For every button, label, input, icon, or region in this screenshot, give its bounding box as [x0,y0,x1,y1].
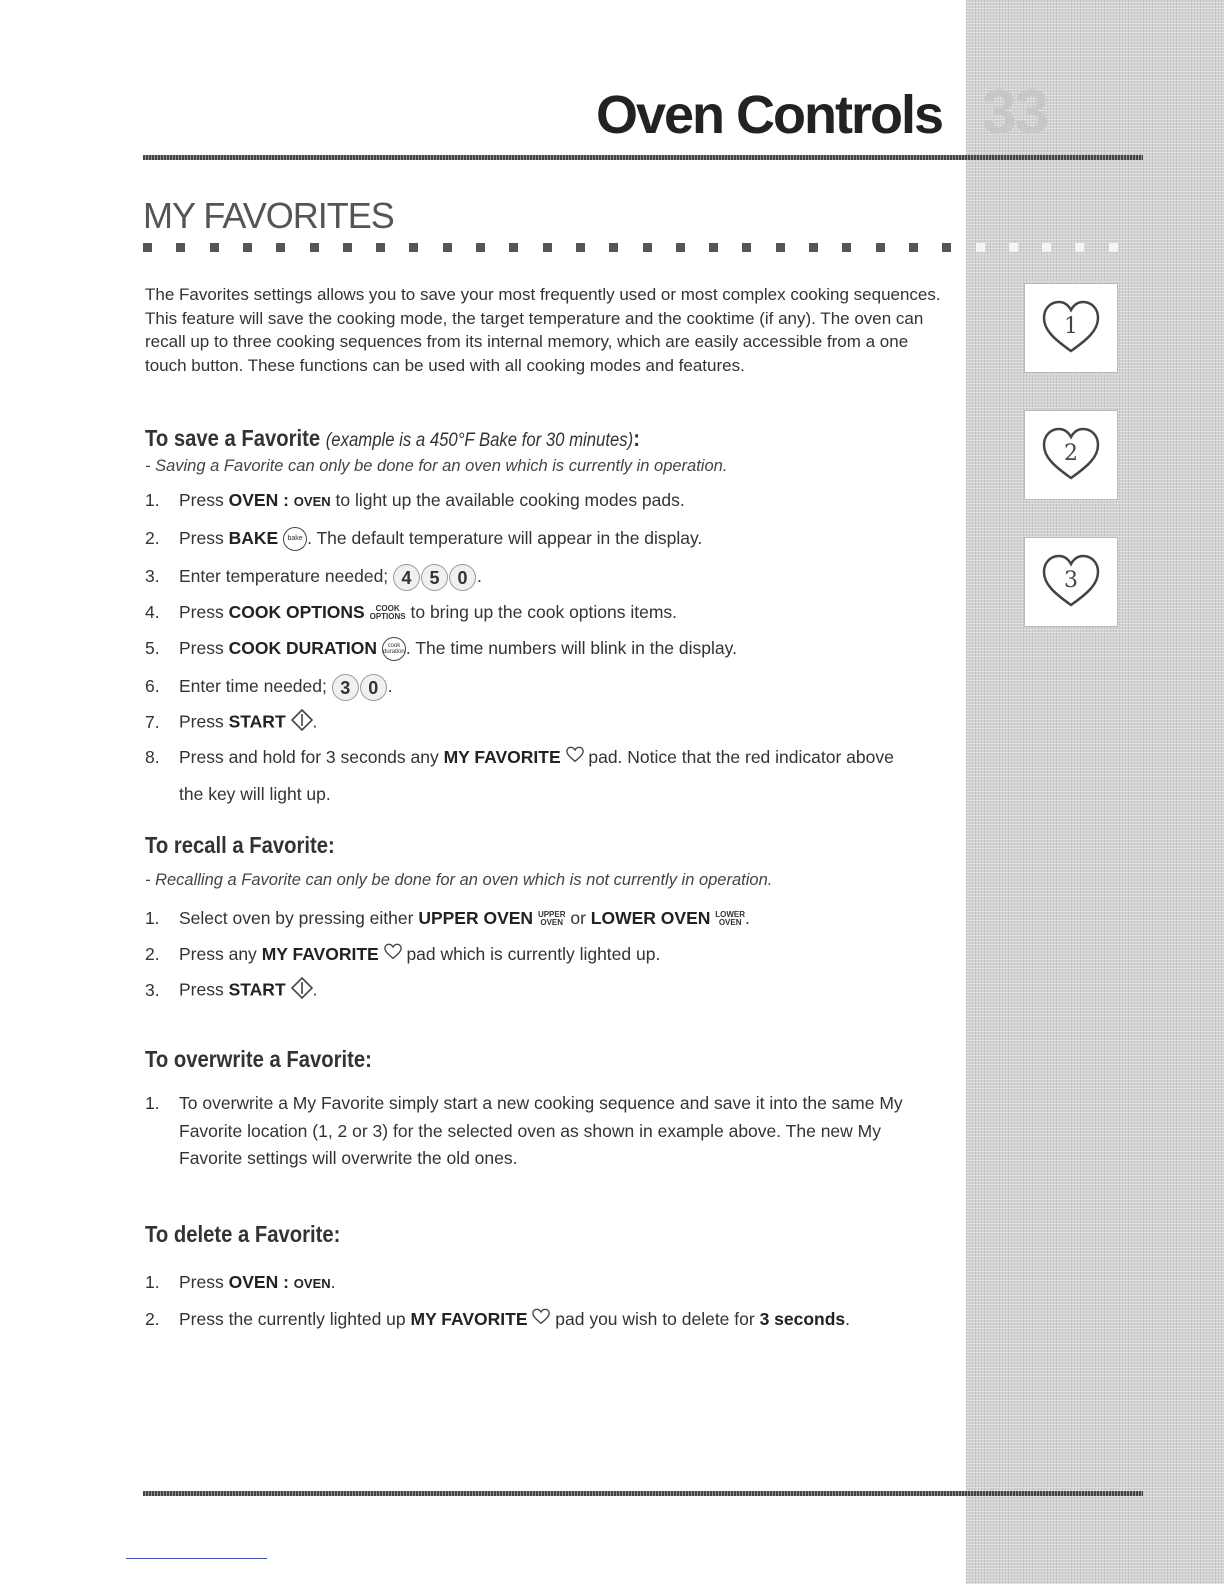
overwrite-step-1 [145,1090,945,1173]
divider-dot [376,243,385,252]
heart-icon [1040,424,1102,486]
divider-dot [1075,243,1084,252]
step-text: . [477,566,482,587]
recall-step-2 [145,942,945,967]
step-key-label: LOWER OVEN [590,908,711,928]
step-text: Press any [179,944,262,964]
favorite-pad-3 [1024,537,1118,627]
divider-dot [776,243,785,252]
divider-dot [310,243,319,252]
divider-dot [643,243,652,252]
step-text: pad. Notice that the red indicator above [583,747,894,767]
step-number: 7. [145,711,160,732]
overwrite-heading: To overwrite a Favorite: [145,1046,372,1072]
save-heading [145,425,640,452]
step-number: 1. [145,1093,160,1113]
save-heading-text: To save a Favorite [145,425,321,451]
step-number: 1. [145,1272,160,1292]
divider-dot [942,243,951,252]
save-note: - Saving a Favorite can only be done for an oven which is currently in operation. [145,457,728,475]
divider-dot [1042,243,1051,252]
divider-dot [742,243,751,252]
save-step-2 [145,526,945,551]
digit-4-pad-icon: 4 [393,564,420,591]
step-key-label: OVEN : [228,1272,289,1292]
step-number: 3. [145,566,160,587]
step-number: 3. [145,979,160,1000]
step-text: Press [179,602,229,622]
header-rule [143,155,1143,160]
step-text: Press and hold for 3 seconds any [179,747,444,767]
step-key-label: START [228,711,286,732]
key-text: UPPER [537,910,566,920]
recall-heading: To recall a Favorite: [145,832,335,858]
save-step-3 [145,564,945,591]
divider-dot [509,243,518,252]
lower-oven-key-icon [715,911,745,927]
step-text: Press the currently lighted up [179,1309,411,1329]
digit-0-pad-icon: 0 [449,564,476,591]
step-text: To overwrite a My Favorite simply start a new cooking sequence and save it into the same My Favorite location (1, 2 or 3) for the selected oven as shown in example above. The new My Favorite settings will overwrite the old ones. [179,1093,903,1168]
key-text: OVEN [718,918,742,928]
step-text: . [312,711,318,732]
step-text: pad you wish to delete for [550,1309,760,1329]
heart-icon [566,746,584,770]
cook-duration-pad-icon [382,637,406,661]
key-text: OPTIONS [369,612,406,622]
save-step-7 [145,709,945,737]
step-key-label: MY FAVORITE [261,944,379,964]
divider-dot [143,243,152,252]
key-text: COOK [375,604,400,614]
favorite-pad-number: 1 [1064,314,1078,339]
cook-options-key-icon [370,605,406,621]
divider-dot [609,243,618,252]
step-key-label: MY FAVORITE [410,1309,528,1329]
step-text: Press [179,490,229,510]
step-emphasis: 3 seconds [759,1309,846,1329]
step-number: 5. [145,638,160,658]
divider-dot [210,243,219,252]
recall-step-3 [145,977,945,1005]
step-key-label: MY FAVORITE [443,747,561,767]
step-key-label: START [228,979,286,1000]
save-step-6 [145,674,945,701]
save-step-4 [145,600,945,624]
step-text: the key will light up. [179,784,331,805]
step-number: 4. [145,602,160,622]
recall-note: - Recalling a Favorite can only be done for an oven which is not currently in operation. [145,871,773,889]
start-icon [291,977,313,1005]
step-text: Press [179,979,229,1000]
step-text: or [565,908,591,928]
divider-dot [343,243,352,252]
divider-dot [243,243,252,252]
step-text: . The time numbers will blink in the display. [405,638,737,658]
step-text: Press [179,1272,229,1292]
divider-dot [709,243,718,252]
page-number: 33 [982,78,1047,147]
heart-icon [1040,297,1102,359]
page-title: Oven Controls [595,85,942,145]
divider-dot [842,243,851,252]
digit-5-pad-icon: 5 [421,564,448,591]
section-title: MY FAVORITES [143,195,394,236]
divider-dot [443,243,452,252]
step-number: 8. [145,747,160,767]
favorite-pad-1 [1024,283,1118,373]
delete-step-2 [145,1307,945,1332]
key-text: cook [387,643,401,650]
heart-icon [532,1308,550,1332]
step-text: Enter time needed; [179,676,332,697]
step-text: . [312,979,318,1000]
divider-dot [676,243,685,252]
favorite-pad-number: 2 [1064,441,1078,466]
key-text: OVEN [540,918,564,928]
step-text: Select oven by pressing either [179,908,419,928]
save-heading-colon: : [633,425,640,451]
step-text: . [845,1309,851,1329]
step-text: . [330,1272,336,1292]
step-text: Press [179,638,229,658]
step-text: to bring up the cook options items. [405,602,678,622]
divider-dot [409,243,418,252]
divider-dot [876,243,885,252]
step-text: pad which is currently lighted up. [401,944,661,964]
step-number: 2. [145,528,160,548]
dot-divider [143,243,1143,253]
step-text: . [387,676,393,697]
divider-dot [909,243,918,252]
start-icon [291,709,313,737]
step-text: Enter temperature needed; [179,566,394,587]
save-step-8 [145,745,945,806]
step-text: . [745,908,750,928]
intro-paragraph: The Favorites settings allows you to save your most frequently used or most complex cooking sequences. This feature will save the cooking mode, the target temperature and the cooktime (if any). The oven can recall up to three cooking sequences from its internal memory, which are easily accessible from a one touch button. These functions can be used with all cooking modes and features. [145,285,941,375]
divider-dot [576,243,585,252]
step-number: 1. [145,908,160,928]
favorite-pad-number: 3 [1064,568,1078,593]
divider-dot [809,243,818,252]
delete-step-1 [145,1270,945,1296]
step-text: Press [179,711,229,732]
delete-heading: To delete a Favorite: [145,1221,341,1247]
step-number: 2. [145,1309,160,1329]
digit-3-pad-icon: 3 [332,674,359,701]
heart-icon [384,943,402,967]
oven-key-icon: OVEN [293,494,331,509]
sidebar-band [966,0,1224,1584]
divider-dot [176,243,185,252]
upper-oven-key-icon [538,911,566,927]
divider-dot [476,243,485,252]
step-text: to light up the available cooking modes pads. [330,490,685,510]
step-key-label: COOK DURATION [228,638,378,658]
divider-dot [276,243,285,252]
oven-key-icon: OVEN [293,1276,331,1291]
step-key-label: UPPER OVEN [418,908,534,928]
favorite-pad-2 [1024,410,1118,500]
heart-icon [1040,551,1102,613]
footer-underline [126,1558,267,1559]
digit-0-pad-icon: 0 [360,674,387,701]
recall-step-1 [145,906,945,930]
step-key-label: COOK OPTIONS [228,602,365,622]
footer-rule [143,1491,1143,1496]
step-text: . The default temperature will appear in the display. [307,528,703,548]
key-text: duration [383,649,405,656]
bake-pad-icon: bake [283,527,307,551]
save-step-5 [145,636,945,661]
step-number: 2. [145,944,160,964]
step-key-label: BAKE [228,528,279,548]
key-text: LOWER [715,910,746,920]
step-number: 6. [145,676,160,697]
save-step-1 [145,488,945,514]
divider-dot [1009,243,1018,252]
divider-dot [543,243,552,252]
step-key-label: OVEN : [228,490,289,510]
save-heading-example: (example is a 450°F Bake for 30 minutes) [325,430,634,451]
step-text: Press [179,528,229,548]
divider-dot [1109,243,1118,252]
step-number: 1. [145,490,160,510]
divider-dot [976,243,985,252]
